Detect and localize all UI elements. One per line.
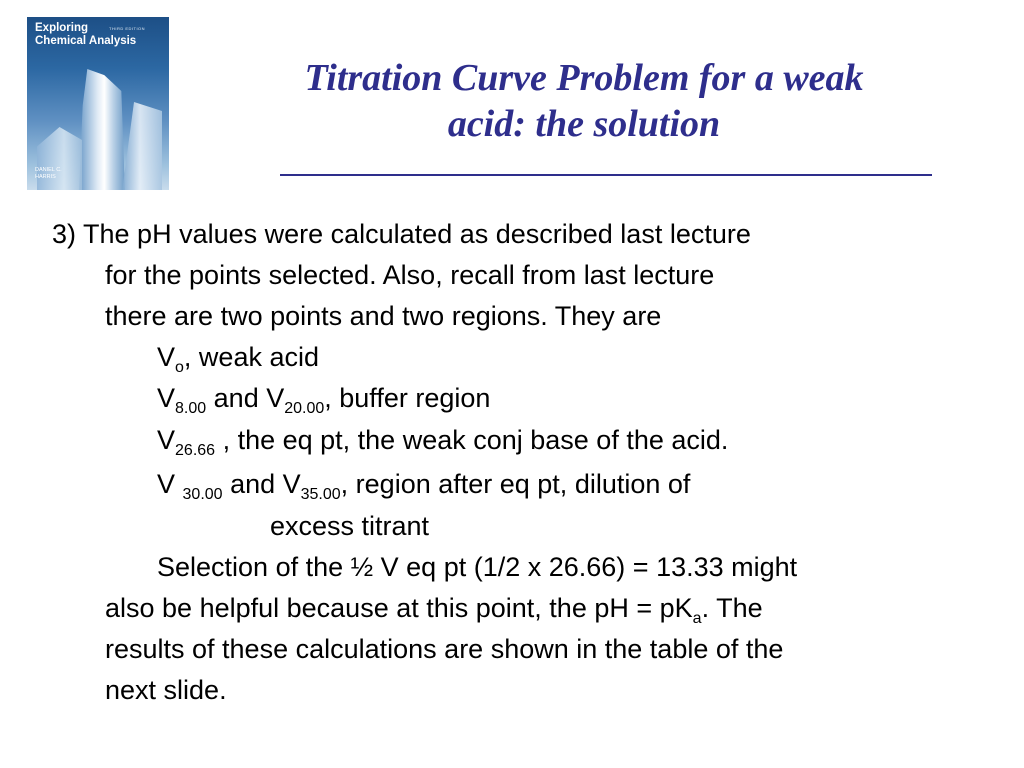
volume-connector: and V: [222, 469, 301, 499]
book-author: [35, 167, 62, 181]
volume-description: , weak acid: [183, 342, 319, 372]
volume-symbol: V: [157, 469, 183, 499]
ice-formation: [79, 69, 125, 190]
volume-description: , buffer region: [324, 383, 491, 413]
body-text: also be helpful because at this point, the pH = pK: [105, 593, 693, 623]
body-line-eqpt: [157, 420, 728, 461]
slide-title-line-1: Titration Curve Problem for a weak: [304, 57, 864, 99]
volume-symbol: V: [157, 425, 176, 455]
book-title-line: Exploring: [35, 22, 89, 34]
body-line-excess: excess titrant: [270, 511, 430, 541]
body-line-1: 3) The pH values were calculated as described last lecture: [52, 219, 751, 249]
book-edition: THIRD EDITION: [109, 26, 146, 31]
book-title-line: Chemical Analysis: [35, 35, 137, 47]
volume-subscript: 35.00: [300, 486, 341, 503]
volume-connector: and V: [206, 383, 285, 413]
volume-description: , region after eq pt, dilution of: [340, 469, 691, 499]
volume-subscript: o: [175, 359, 184, 376]
body-text: . The: [701, 593, 763, 623]
body-line-next-slide: next slide.: [105, 675, 227, 705]
body-line-pka: [105, 588, 763, 629]
volume-description: , the eq pt, the weak conj base of the acid.: [215, 425, 729, 455]
pka-subscript: a: [692, 610, 702, 627]
body-line-2: for the points selected. Also, recall from last lecture: [105, 260, 715, 290]
book-author-line: DANIEL C.: [35, 167, 62, 173]
body-line-3: there are two points and two regions. They are: [105, 301, 662, 331]
body-line-after-eq: [157, 464, 690, 505]
body-line-half-eq: Selection of the ½ V eq pt (1/2 x 26.66) = 13.33 might: [157, 552, 798, 582]
volume-symbol: V: [157, 383, 176, 413]
volume-subscript: 26.66: [175, 442, 216, 459]
title-underline: [280, 174, 932, 176]
volume-subscript: 30.00: [182, 486, 223, 503]
book-cover-image: [27, 17, 169, 190]
body-line-vo: [157, 337, 319, 378]
body-line-buffer: [157, 378, 490, 419]
book-author-line: HARRIS: [35, 174, 56, 180]
slide-title: [250, 55, 918, 147]
volume-subscript: 8.00: [175, 400, 207, 417]
slide-title-line-2: acid: the solution: [447, 103, 721, 145]
volume-symbol: V: [157, 342, 176, 372]
volume-subscript: 20.00: [284, 400, 325, 417]
ice-formation: [122, 102, 162, 190]
body-line-results: results of these calculations are shown in the table of the: [105, 634, 784, 664]
